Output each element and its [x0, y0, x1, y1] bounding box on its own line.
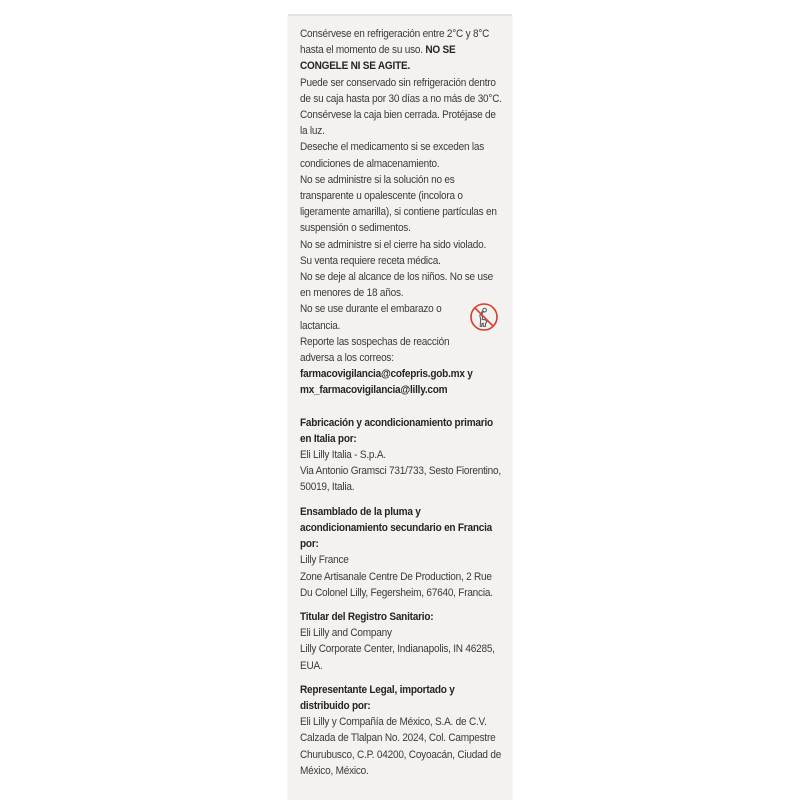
- label-text-panel: [300, 26, 502, 779]
- warning-line: No se deje al alcance de los niños. No se use: [300, 271, 493, 284]
- warning-line: suspensión o sedimentos.: [300, 222, 411, 235]
- holder-line: EUA.: [300, 659, 323, 672]
- manufacturer-line: 50019, Italia.: [300, 481, 355, 494]
- section-gap: [300, 399, 490, 415]
- assembly-heading: acondicionamiento secundario en Francia: [300, 521, 493, 534]
- manufacturer-heading: en Italia por:: [300, 432, 357, 445]
- holder-heading: Titular del Registro Sanitario:: [300, 610, 434, 623]
- legal-line: Calzada de Tlalpan No. 2024, Col. Campestre: [300, 732, 496, 745]
- storage-line: la luz.: [300, 125, 325, 138]
- holder-line: Eli Lilly and Company: [300, 627, 392, 640]
- pregnancy-warning-line: No se use durante el embarazo o: [300, 303, 442, 316]
- assembly-line: Zone Artisanale Centre De Production, 2 Rue: [300, 570, 492, 583]
- manufacturer-heading: Fabricación y acondicionamiento primario: [300, 416, 493, 429]
- storage-line: Consérvese en refrigeración entre 2°C y 8°C: [300, 28, 490, 40]
- assembly-heading: Ensamblado de la pluma y: [300, 505, 421, 518]
- holder-line: Lilly Corporate Center, Indianapolis, IN 46285,: [300, 643, 495, 656]
- legal-line: México, México.: [300, 764, 369, 777]
- disposal-line: Deseche el medicamento si se exceden las: [300, 141, 485, 154]
- storage-line: Consérvese la caja bien cerrada. Protéjase de: [300, 109, 496, 122]
- pregnancy-warning-line: lactancia.: [300, 319, 341, 332]
- section-gap: [300, 601, 490, 609]
- legal-line: Eli Lilly y Compañía de México, S.A. de C.V.: [300, 716, 487, 729]
- disposal-line: condiciones de almacenamiento.: [300, 157, 440, 170]
- manufacturer-line: Via Antonio Gramsci 731/733, Sesto Fiorentino,: [300, 465, 501, 478]
- section-gap: [300, 674, 490, 682]
- warning-line: transparente u opalescente (incolora o: [300, 190, 463, 203]
- report-email: mx_farmacovigilancia@lilly.com: [300, 384, 448, 397]
- assembly-line: Du Colonel Lilly, Fegersheim, 67640, Francia.: [300, 586, 493, 599]
- prescription-line: Su venta requiere receta médica.: [300, 254, 441, 267]
- legal-heading: distribuido por:: [300, 699, 371, 712]
- section-gap: [300, 496, 490, 504]
- legal-line: Churubusco, C.P. 04200, Coyoacán, Ciudad de: [300, 748, 502, 761]
- report-line: Reporte las sospechas de reacción: [300, 335, 450, 348]
- legal-heading: Representante Legal, importado y: [300, 683, 455, 696]
- warning-line: No se administre si la solución no es: [300, 173, 455, 186]
- storage-warning-bold: NO SE: [425, 44, 456, 57]
- storage-line: hasta el momento de su uso. NO SE: [300, 44, 456, 57]
- package-side-panel: [288, 16, 512, 800]
- storage-line: de su caja hasta por 30 días a no más de 30°C.: [300, 92, 502, 105]
- manufacturer-line: Eli Lilly Italia - S.p.A.: [300, 449, 386, 462]
- report-email: farmacovigilancia@cofepris.gob.mx y: [300, 368, 473, 381]
- warning-line: ligeramente amarilla), si contiene partículas en: [300, 206, 497, 219]
- report-line: adversa a los correos:: [300, 352, 394, 365]
- storage-line: Puede ser conservado sin refrigeración dentro: [300, 76, 496, 89]
- warning-line: en menores de 18 años.: [300, 287, 404, 300]
- assembly-heading: por:: [300, 538, 319, 551]
- assembly-line: Lilly France: [300, 554, 349, 567]
- warning-line: No se administre si el cierre ha sido violado.: [300, 238, 487, 251]
- storage-warning-bold: CONGELE NI SE AGITE.: [300, 60, 411, 73]
